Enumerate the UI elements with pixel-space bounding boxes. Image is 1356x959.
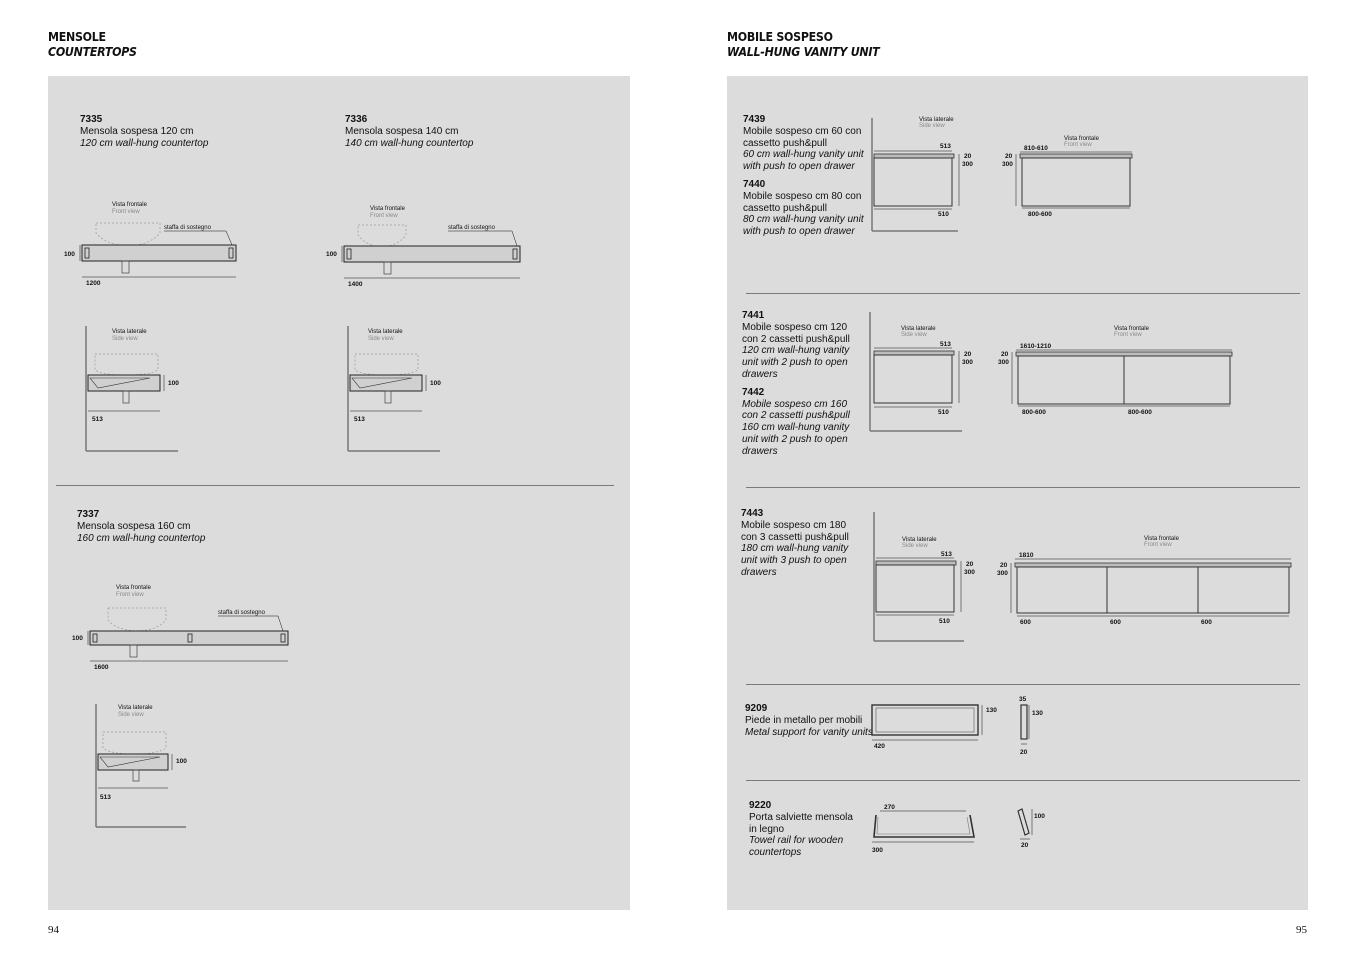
description-line: drawers: [741, 566, 777, 578]
side-view-label: Vista laterale: [901, 326, 936, 332]
width-dim: 1400: [348, 281, 363, 288]
description-line: drawers: [742, 368, 778, 380]
item-9220-description: [749, 800, 853, 859]
front-view-label-en: Front view: [370, 213, 398, 219]
svg-text:270: 270: [884, 804, 895, 811]
description-line: Mobile sospeso cm 60 con: [743, 125, 862, 137]
svg-text:510: 510: [938, 211, 949, 218]
svg-text:510: 510: [939, 618, 950, 625]
depth-dim: 513: [354, 416, 365, 423]
divider: [746, 684, 1300, 685]
bracket-label: staffa di sostegno: [164, 225, 211, 231]
svg-text:1610-1210: 1610-1210: [1020, 343, 1052, 350]
svg-text:300: 300: [964, 569, 975, 576]
front-view-label-en: Front view: [1144, 542, 1172, 548]
item-9209-description: [745, 703, 873, 738]
description-line: unit with 3 push to open: [741, 555, 847, 567]
description-line: 180 cm wall-hung vanity: [741, 543, 849, 555]
title-it: MENSOLE: [48, 30, 106, 44]
title-en: COUNTERTOPS: [48, 45, 137, 59]
front-view-label-en: Front view: [1114, 332, 1142, 338]
basin-outline: [108, 608, 166, 631]
description-line: Towel rail for wooden: [749, 835, 844, 847]
side-view-label: Vista laterale: [919, 117, 954, 123]
svg-text:20: 20: [1020, 749, 1028, 756]
side-view-label: Vista laterale: [112, 329, 147, 335]
description-line: con 2 cassetti push&pull: [742, 333, 850, 345]
divider: [56, 485, 614, 486]
description-line: con 3 cassetti push&pull: [741, 531, 849, 543]
item-7336-description: [345, 114, 473, 149]
svg-text:130: 130: [1032, 710, 1043, 717]
svg-text:513: 513: [941, 551, 952, 558]
product-code: 9209: [745, 703, 768, 714]
page-number-left: 94: [48, 924, 59, 936]
svg-text:600: 600: [1020, 619, 1031, 626]
front-view-label-en: Front view: [112, 209, 140, 215]
svg-text:20: 20: [1021, 842, 1029, 849]
svg-text:510: 510: [938, 409, 949, 416]
divider: [746, 780, 1300, 781]
svg-text:130: 130: [986, 707, 997, 714]
height-dim: 100: [326, 251, 337, 258]
product-code: 7443: [741, 508, 764, 519]
front-view-label: Vista frontale: [1064, 136, 1099, 142]
description-line: Mobile sospeso cm 180: [741, 519, 847, 531]
svg-text:800-600: 800-600: [1128, 409, 1152, 416]
svg-text:20: 20: [1000, 562, 1008, 569]
front-view-label: Vista frontale: [112, 202, 147, 208]
section-title-left: [48, 30, 137, 60]
svg-text:300: 300: [962, 161, 973, 168]
side-view-drawing-7336: [342, 322, 452, 457]
description-line: unit with 2 push to open: [742, 357, 848, 369]
product-code: 7439: [743, 114, 766, 125]
metal-support-drawing: [866, 692, 1056, 762]
page-number-right: 95: [1296, 924, 1307, 936]
description-line: Piede in metallo per mobili: [745, 714, 863, 726]
svg-text:800-600: 800-600: [1028, 211, 1052, 218]
svg-text:420: 420: [874, 743, 885, 750]
svg-text:20: 20: [966, 561, 974, 568]
description-line: 160 cm wall-hung vanity: [742, 422, 850, 434]
svg-text:20: 20: [964, 153, 972, 160]
svg-text:810-610: 810-610: [1024, 145, 1048, 152]
product-code: 9220: [749, 800, 772, 811]
svg-text:600: 600: [1201, 619, 1212, 626]
product-code: 7442: [742, 386, 765, 398]
front-view-label: Vista frontale: [370, 206, 405, 212]
side-view-label-en: Side view: [919, 123, 945, 129]
description-line: Mobile sospeso cm 120: [742, 321, 848, 333]
side-view-label-en: Side view: [902, 543, 928, 549]
svg-text:513: 513: [940, 341, 951, 348]
height-dim: 100: [430, 380, 441, 387]
item-7443-description: [741, 508, 849, 579]
side-view-label-en: Side view: [901, 332, 927, 338]
towel-rail-drawing: [866, 797, 1056, 857]
description-line: 120 cm wall-hung vanity: [742, 345, 850, 357]
description-line: con 2 cassetti push&pull: [742, 410, 850, 422]
countertop-front: [90, 631, 288, 645]
side-view-label-en: Side view: [118, 712, 144, 718]
svg-text:20: 20: [1001, 351, 1009, 358]
item-7337-description: [77, 509, 205, 544]
front-view-label: Vista frontale: [1114, 326, 1149, 332]
item-7335-description: [80, 114, 208, 149]
side-view-drawing-7337: [90, 700, 200, 835]
side-view-label: Vista laterale: [902, 537, 937, 543]
vanity-drawing-7439: [868, 114, 1138, 236]
description-line: 80 cm wall-hung vanity unit: [743, 214, 864, 226]
width-dim: 1200: [86, 280, 101, 287]
product-code: 7336: [345, 114, 368, 125]
svg-text:300: 300: [1002, 161, 1013, 168]
front-view-label: Vista frontale: [116, 585, 151, 591]
svg-text:600: 600: [1110, 619, 1121, 626]
description-line: 60 cm wall-hung vanity unit: [743, 149, 864, 161]
svg-text:1810: 1810: [1019, 552, 1034, 559]
description-line: countertops: [749, 847, 802, 859]
svg-text:300: 300: [998, 359, 1009, 366]
title-en: WALL-HUNG VANITY UNIT: [727, 45, 880, 59]
bracket-label: staffa di sostegno: [218, 610, 265, 616]
side-view-label-en: Side view: [368, 336, 394, 342]
height-dim: 100: [72, 635, 83, 642]
svg-text:513: 513: [940, 143, 951, 150]
product-name-en: 140 cm wall-hung countertop: [345, 137, 474, 149]
divider: [746, 487, 1300, 488]
vanity-drawing-7441: [866, 308, 1236, 436]
height-dim: 100: [64, 251, 75, 258]
section-title-right: [727, 30, 879, 60]
svg-text:300: 300: [962, 359, 973, 366]
basin-outline: [358, 225, 406, 247]
side-view-drawing-7335: [80, 322, 190, 457]
description-line: with push to open drawer: [743, 226, 855, 238]
width-dim: 1600: [94, 664, 109, 671]
bracket-label: staffa di sostegno: [448, 225, 495, 231]
front-view-drawing-7337: [68, 578, 298, 673]
svg-text:35: 35: [1019, 696, 1027, 703]
vanity-drawing-7443: [866, 508, 1296, 648]
front-view-label-en: Front view: [1064, 142, 1092, 148]
product-name-it: Mensola sospesa 120 cm: [80, 125, 194, 137]
product-code: 7337: [77, 509, 100, 520]
product-code: 7441: [742, 310, 765, 321]
description-line: with push to open drawer: [743, 161, 855, 173]
svg-text:800-600: 800-600: [1022, 409, 1046, 416]
height-dim: 100: [176, 758, 187, 765]
description-line: drawers: [742, 445, 778, 457]
description-line: Mobile sospeso cm 160: [742, 398, 848, 410]
product-name-en: 160 cm wall-hung countertop: [77, 532, 206, 544]
svg-text:300: 300: [872, 847, 883, 854]
side-view-label-en: Side view: [112, 336, 138, 342]
product-code: 7440: [743, 178, 766, 190]
product-code: 7335: [80, 114, 103, 125]
svg-text:20: 20: [1005, 153, 1013, 160]
countertop-front: [344, 246, 520, 262]
svg-text:20: 20: [964, 351, 972, 358]
description-line: Metal support for vanity units: [745, 726, 873, 738]
description-line: cassetto push&pull: [743, 137, 827, 149]
side-view-label: Vista laterale: [368, 329, 403, 335]
height-dim: 100: [168, 380, 179, 387]
item-7441-7442-description: [742, 310, 850, 458]
front-view-label: Vista frontale: [1144, 536, 1179, 542]
depth-dim: 513: [92, 416, 103, 423]
basin-outline: [96, 223, 160, 246]
side-view-label: Vista laterale: [118, 705, 153, 711]
description-line: unit with 2 push to open: [742, 433, 848, 445]
description-line: Mobile sospeso cm 80 con: [743, 190, 862, 202]
title-it: MOBILE SOSPESO: [727, 30, 833, 44]
product-name-en: 120 cm wall-hung countertop: [80, 137, 209, 149]
front-view-drawing-7336: [322, 199, 532, 294]
depth-dim: 513: [100, 794, 111, 801]
description-line: cassetto push&pull: [743, 202, 827, 214]
product-name-it: Mensola sospesa 140 cm: [345, 125, 459, 137]
countertop-front: [82, 245, 236, 261]
front-view-drawing-7335: [60, 195, 250, 290]
svg-text:100: 100: [1034, 813, 1045, 820]
front-view-label-en: Front view: [116, 592, 144, 598]
description-line: Porta salviette mensola: [749, 811, 853, 823]
item-7439-7440-description: [743, 114, 864, 238]
svg-text:300: 300: [997, 570, 1008, 577]
product-name-it: Mensola sospesa 160 cm: [77, 520, 191, 532]
divider: [746, 293, 1300, 294]
description-line: in legno: [749, 823, 785, 835]
